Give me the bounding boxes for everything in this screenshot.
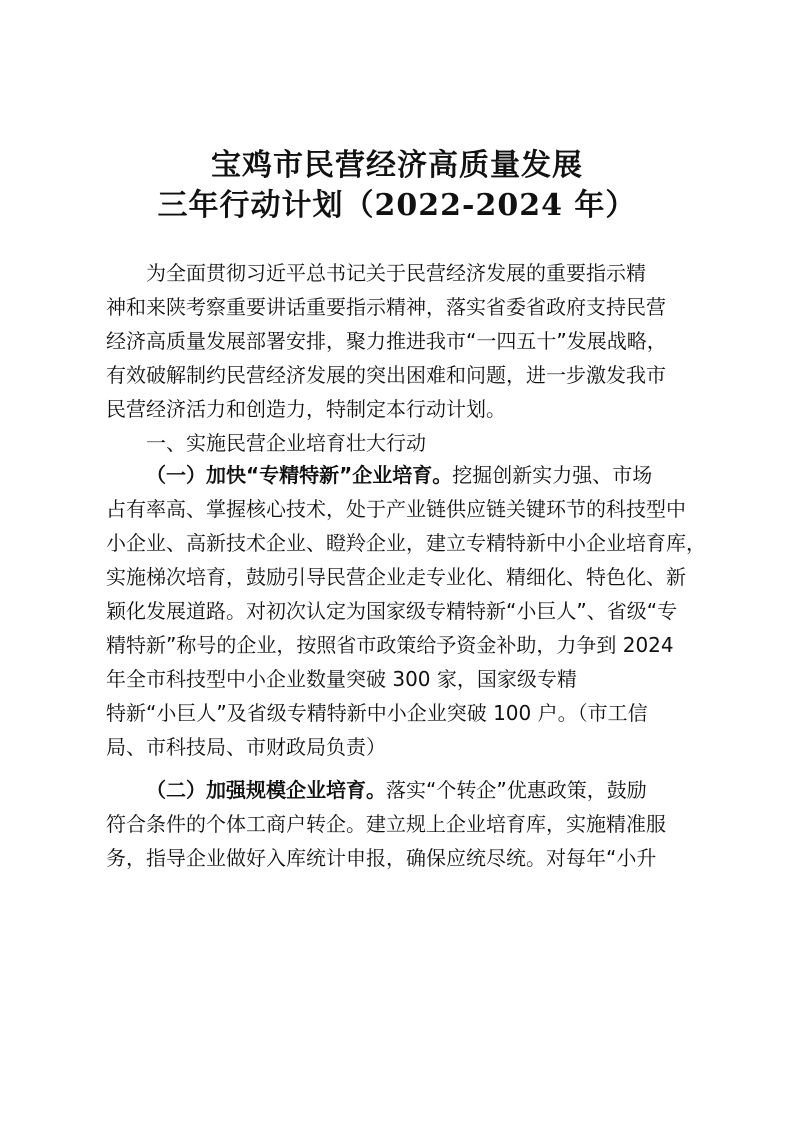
item-2-heading: （二）加强规模企业培育。 [146, 778, 386, 802]
intro-line: 有效破解制约民营经济发展的突出困难和问题，进一步激发我市 [106, 363, 666, 387]
intro-line: 经济高质量发展部署安排，聚力推进我市“一四五十”发展战略， [106, 329, 667, 353]
intro-line: 民营经济活力和创造力，特制定本行动计划。 [106, 397, 506, 421]
item-1-line: 实施梯次培育，鼓励引导民营企业走专业化、精细化、特色化、新 [106, 565, 686, 589]
item-2-first-line [146, 775, 647, 805]
item-1-line: 占有率高、掌握核心技术，处于产业链供应链关键环节的科技型中 [106, 497, 686, 521]
intro-line: 为全面贯彻习近平总书记关于民营经济发展的重要指示精 [146, 261, 646, 285]
item-1-first-line [146, 460, 652, 490]
item-1-line: 小企业、高新技术企业、瞪羚企业，建立专精特新中小企业培育库， [106, 531, 706, 555]
item-1-line: 精特新”称号的企业，按照省市政策给予资金补助，力争到 2024 [106, 633, 674, 657]
document-title-line-2: 三年行动计划（2022-2024 年） [157, 188, 637, 223]
item-2-text: 落实“个转企”优惠政策，鼓励 [386, 778, 647, 802]
intro-line: 神和来陕考察重要讲话重要指示精神，落实省委省政府支持民营 [106, 295, 666, 319]
item-1-line: 年全市科技型中小企业数量突破 300 家，国家级专精 [106, 667, 577, 691]
document-title-line-1: 宝鸡市民营经济高质量发展 [211, 148, 583, 183]
item-2-line: 务，指导企业做好入库统计申报，确保应统尽统。对每年“小升 [106, 846, 657, 870]
item-1-line: 局、市科技局、市财政局负责） [106, 735, 386, 759]
item-1-text: 挖掘创新实力强、市场 [452, 463, 653, 487]
item-2-line: 符合条件的个体工商户转企。建立规上企业培育库，实施精准服 [106, 812, 666, 836]
section-heading: 一、实施民营企业培育壮大行动 [146, 431, 426, 455]
item-1-heading: （一）加快“专精特新”企业培育。 [146, 463, 453, 487]
item-1-line: 颖化发展道路。对初次认定为国家级专精特新“小巨人”、省级“专 [106, 599, 678, 623]
item-1-line: 特新“小巨人”及省级专精特新中小企业突破 100 户。（市工信 [106, 701, 648, 725]
